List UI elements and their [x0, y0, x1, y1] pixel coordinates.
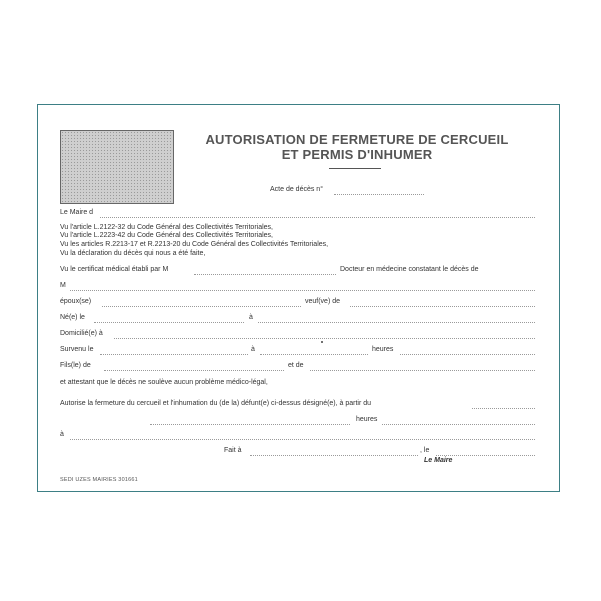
authorization-date-field-2[interactable] — [150, 424, 350, 425]
authorization-date-field[interactable] — [472, 408, 535, 409]
maire-commune-field[interactable] — [100, 217, 535, 218]
docteur-label: Docteur en médecine constatant le décès de — [340, 266, 479, 273]
birth-date-field[interactable] — [94, 322, 244, 323]
vu-line-4: Vu la déclaration du décès qui nous a été faite, — [60, 250, 206, 257]
authorization-hour-field[interactable] — [382, 424, 535, 425]
medecin-field[interactable] — [194, 274, 336, 275]
heures-label-1: heures — [372, 346, 394, 353]
title-line-2: ET PERMIS D'INHUMER — [281, 147, 433, 162]
domicile-field[interactable] — [114, 338, 535, 339]
stamp-area — [60, 130, 174, 204]
survenu-label: Survenu le — [60, 346, 94, 353]
vu-line-2: Vu l'article L.2223-42 du Code Général des Collectivités Territoriales, — [60, 232, 274, 239]
death-hour-field[interactable] — [400, 354, 535, 355]
death-date-field[interactable] — [100, 354, 248, 355]
inhumation-place-field[interactable] — [70, 439, 535, 440]
mother-field[interactable] — [310, 370, 535, 371]
birth-place-field[interactable] — [258, 322, 535, 323]
veuf-field[interactable] — [350, 306, 535, 307]
certificat-label: Vu le certificat médical établi par M — [60, 266, 169, 273]
a-label-3: à — [60, 431, 64, 438]
father-field[interactable] — [104, 370, 284, 371]
acte-number-field[interactable] — [334, 194, 424, 195]
fils-label: Fils(le) de — [60, 362, 91, 369]
etde-label: et de — [288, 362, 304, 369]
domicilie-label: Domicilié(e) à — [60, 330, 103, 337]
m-label: M — [60, 282, 66, 289]
vu-line-1: Vu l'article L.2122-32 du Code Général des Collectivités Territoriales, — [60, 224, 274, 231]
fait-place-field[interactable] — [250, 455, 418, 456]
death-place-label: à — [251, 346, 255, 353]
signature-label: Le Maire — [424, 457, 453, 464]
epoux-label: époux(se) — [60, 298, 92, 305]
le-label: , le — [420, 447, 430, 454]
death-certificate-form — [37, 104, 560, 492]
death-place-field[interactable] — [260, 354, 368, 355]
epoux-field[interactable] — [102, 306, 301, 307]
vu-line-3: Vu les articles R.2213-17 et R.2213-20 du Code Général des Collectivités Territoriales, — [60, 241, 329, 248]
defunt-name-field[interactable] — [70, 290, 535, 291]
print-speck — [321, 341, 323, 343]
autorise-text: Autorise la fermeture du cercueil et l'inhumation du (de la) défunt(e) ci-dessus désigné(e), à partir du — [60, 400, 372, 407]
heures-label-2: heures — [356, 416, 378, 423]
acte-label: Acte de décès n° — [270, 186, 323, 193]
maire-label: Le Maire d — [60, 209, 94, 216]
fait-date-field[interactable] — [436, 455, 535, 456]
ne-label: Né(e) le — [60, 314, 85, 321]
title-line-1: AUTORISATION DE FERMETURE DE CERCUEIL — [205, 132, 509, 147]
birth-place-label: à — [249, 314, 253, 321]
printer-reference: SEDI UZES MAIRIES 301661 — [60, 477, 138, 483]
fait-label: Fait à — [224, 447, 242, 454]
attestant-text: et attestant que le décès ne soulève aucun problème médico-légal, — [60, 379, 268, 386]
title-underline — [329, 168, 381, 169]
veuf-label: veuf(ve) de — [305, 298, 341, 305]
form-title — [182, 132, 532, 162]
